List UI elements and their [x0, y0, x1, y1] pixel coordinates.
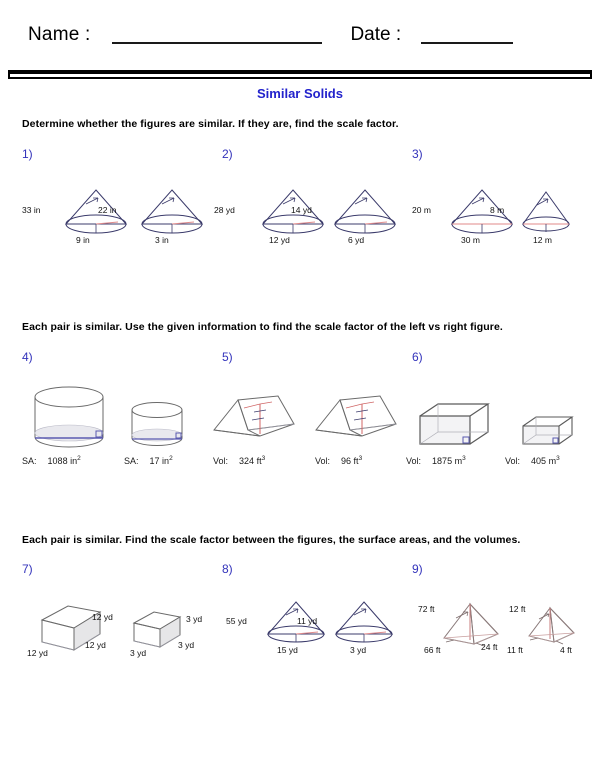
problem-9-left-base-2-label: 24 ft	[481, 642, 498, 652]
problem-5-right-caption-exponent: 3	[358, 455, 363, 462]
problem-1-left-slant-label: 33 in	[22, 205, 41, 215]
question-number-3: 3)	[412, 147, 423, 161]
section-3-instruction: Each pair is similar. Find the scale factor between the figures, the surface areas, and the volumes.	[22, 534, 521, 546]
problem-2-right-cone	[325, 188, 405, 240]
problem-4-right-caption-value: 17 in	[149, 456, 170, 466]
problem-2-right-base-label: 6 yd	[348, 235, 365, 245]
problem-8-right-slant-label: 11 yd	[297, 616, 318, 626]
problem-9-right-base-1-label: 11 ft	[507, 645, 523, 655]
section-1-instruction: Determine whether the figures are similar. If they are, find the scale factor.	[22, 118, 399, 130]
problem-1-right-slant-label: 22 in	[98, 205, 117, 215]
problem-5-left-caption-value: 324 ft	[239, 456, 262, 466]
problem-8-left-base-label: 15 yd	[277, 645, 298, 655]
name-date-row	[0, 18, 600, 52]
problem-7-right-dim-2: 3 yd	[178, 640, 195, 650]
problem-5-left-caption-exponent: 3	[261, 455, 266, 462]
problem-5-left-caption-label: Vol:	[213, 456, 229, 466]
problem-7-right-dim-1: 3 yd	[186, 614, 203, 624]
problem-3-left-base-label: 30 m	[461, 235, 480, 245]
header-divider	[8, 70, 592, 79]
problem-5-left-trapezoidal-prism	[208, 390, 300, 448]
question-number-6: 6)	[412, 350, 423, 364]
question-number-7: 7)	[22, 562, 33, 576]
problem-9-left-base-1-label: 66 ft	[424, 645, 441, 655]
problem-9-right-base-2-label: 4 ft	[560, 645, 572, 655]
problem-6-right-caption-value: 405 m	[531, 456, 557, 466]
problem-4-right-caption-label: SA:	[124, 456, 139, 466]
problem-3-left-slant-label: 20 m	[412, 205, 431, 215]
problem-1-right-cone	[132, 188, 212, 240]
problem-4-right-cylinder	[128, 400, 186, 452]
problem-5-right-caption-label: Vol:	[315, 456, 331, 466]
problem-6-left-caption	[406, 455, 466, 466]
problem-1-left-cone	[56, 188, 136, 240]
problem-8-left-cone	[260, 600, 332, 650]
problem-2-left-slant-label: 28 yd	[214, 205, 235, 215]
problem-6-right-rectangular-prism	[517, 412, 579, 456]
problem-6-left-rectangular-prism	[412, 398, 494, 454]
problem-4-left-caption-value: 1088 in	[47, 456, 78, 466]
problem-5-right-caption	[315, 455, 362, 466]
section-2-instruction: Each pair is similar. Use the given information to find the scale factor of the left vs right figure.	[22, 321, 503, 333]
problem-4-right-caption-exponent: 2	[169, 455, 173, 462]
problem-6-right-caption-label: Vol:	[505, 456, 521, 466]
problem-5-right-caption-value: 96 ft	[341, 456, 359, 466]
problem-3-right-slant-label: 8 m	[490, 205, 505, 215]
problem-6-left-caption-label: Vol:	[406, 456, 422, 466]
problem-2-left-base-label: 12 yd	[269, 235, 290, 245]
problem-6-right-caption	[505, 455, 560, 466]
problem-1-right-base-label: 3 in	[155, 235, 169, 245]
question-number-5: 5)	[222, 350, 233, 364]
question-number-9: 9)	[412, 562, 423, 576]
problem-1-left-base-label: 9 in	[76, 235, 90, 245]
problem-8-left-slant-label: 55 yd	[226, 616, 247, 626]
problem-6-left-caption-value: 1875 m	[432, 456, 463, 466]
problem-7-left-dim-1: 12 yd	[92, 612, 113, 622]
problem-2-right-slant-label: 14 yd	[291, 205, 312, 215]
problem-3-right-base-label: 12 m	[533, 235, 552, 245]
date-write-line[interactable]	[421, 42, 513, 44]
problem-6-right-caption-exponent: 3	[556, 455, 560, 462]
problem-7-right-dim-3: 3 yd	[130, 648, 147, 658]
problem-7-left-dim-2: 12 yd	[85, 640, 106, 650]
problem-8-right-cone	[328, 600, 400, 650]
question-number-4: 4)	[22, 350, 33, 364]
question-number-2: 2)	[222, 147, 233, 161]
problem-9-left-slant-label: 72 ft	[418, 604, 435, 614]
problem-5-left-caption	[213, 455, 265, 466]
name-label: Name :	[28, 24, 91, 45]
problem-4-left-cylinder	[30, 385, 108, 451]
page-title: Similar Solids	[257, 86, 343, 101]
problem-4-left-caption-exponent: 2	[77, 455, 81, 462]
problem-6-left-caption-exponent: 3	[462, 455, 466, 462]
problem-4-left-caption	[22, 455, 81, 466]
problem-3-right-cone	[513, 190, 579, 240]
name-write-line[interactable]	[112, 42, 322, 44]
problem-5-right-trapezoidal-prism	[310, 390, 402, 448]
problem-8-right-base-label: 3 yd	[350, 645, 367, 655]
question-number-8: 8)	[222, 562, 233, 576]
date-label: Date :	[350, 24, 402, 45]
problem-4-right-caption	[124, 455, 173, 466]
question-number-1: 1)	[22, 147, 33, 161]
problem-7-left-dim-3: 12 yd	[27, 648, 48, 658]
problem-9-right-slant-label: 12 ft	[509, 604, 526, 614]
problem-3-left-cone	[442, 188, 522, 240]
problem-4-left-caption-label: SA:	[22, 456, 37, 466]
